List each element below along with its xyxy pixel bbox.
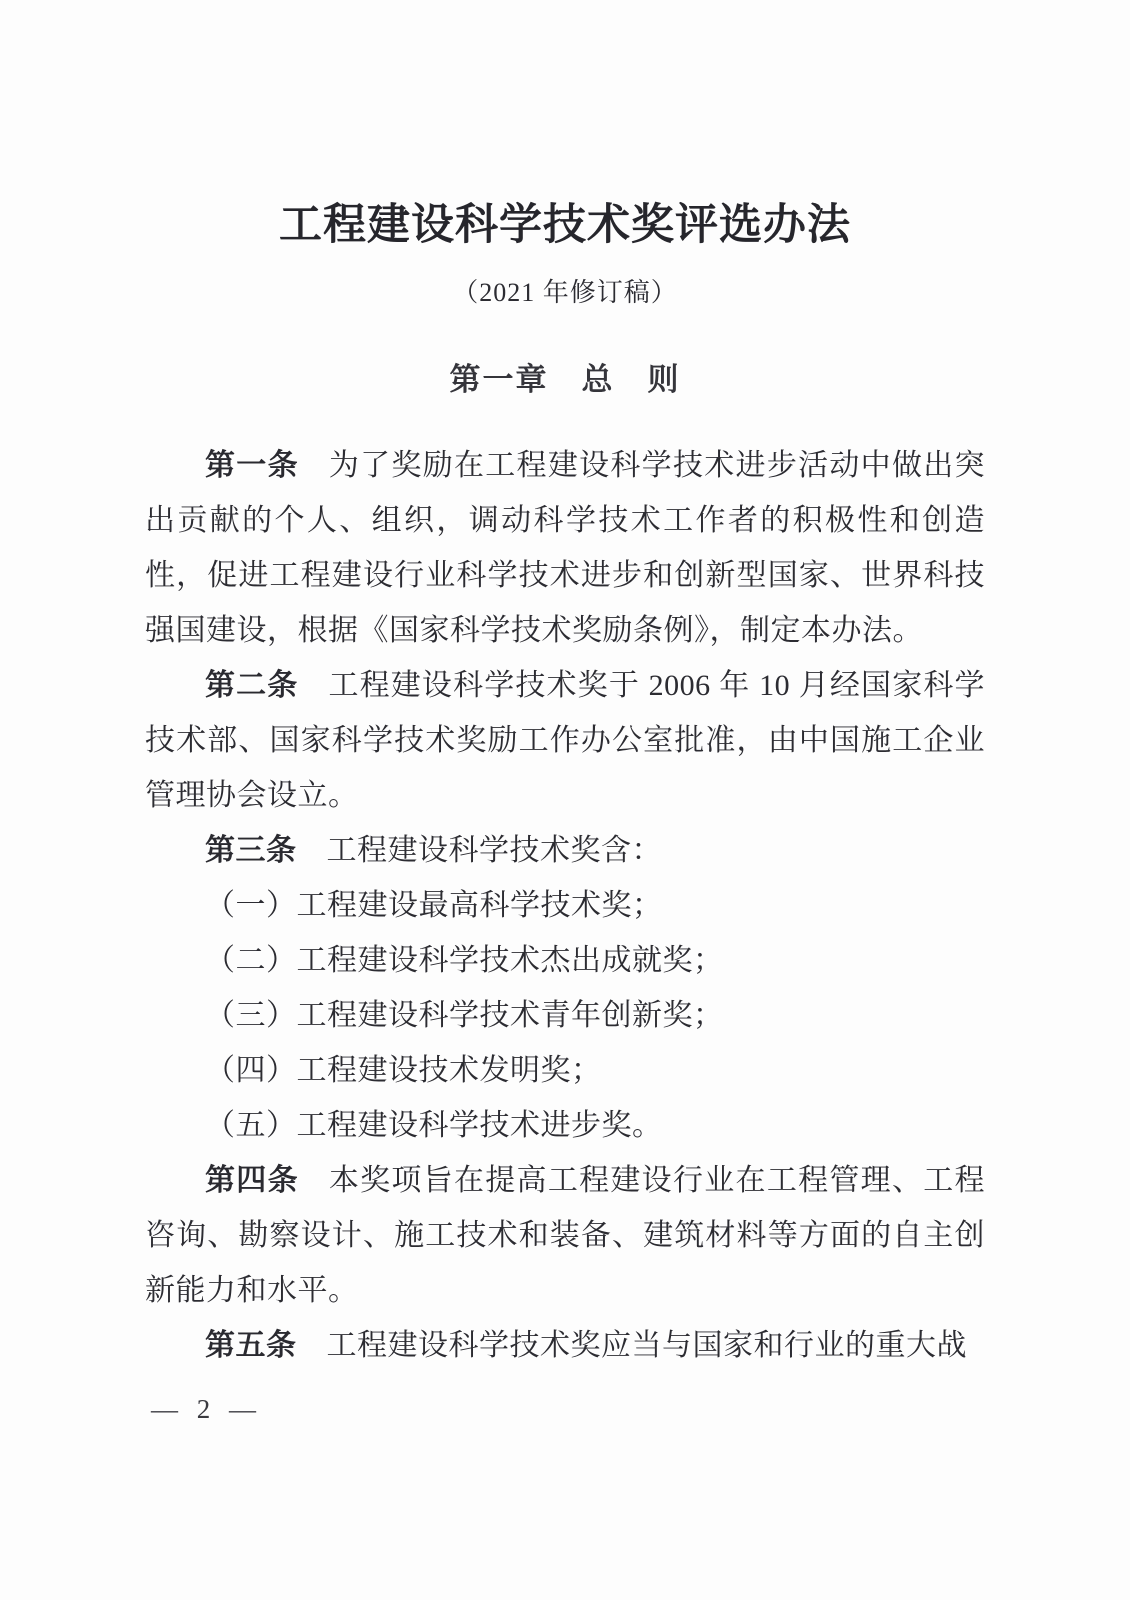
list-item-4-text: （四）工程建设技术发明奖；: [205, 1054, 602, 1087]
list-item-3: [145, 988, 985, 1043]
article-3-text: 工程建设科学技术奖含：: [326, 834, 662, 867]
chapter-heading: 第一章 总 则: [449, 362, 681, 397]
list-item-3-text: （三）工程建设科学技术青年创新奖；: [205, 999, 724, 1032]
list-item-1-text: （一）工程建设最高科学技术奖；: [205, 889, 663, 922]
document-title: 工程建设科学技术奖评选办法: [279, 202, 851, 249]
paragraph-article-5: [145, 1318, 985, 1373]
document-subtitle: （2021 年修订稿）: [452, 278, 678, 307]
document-body: [145, 438, 985, 1373]
list-item-5: [145, 1098, 985, 1153]
list-item-1: [145, 878, 985, 933]
article-2-text: 工程建设科学技术奖于 2006 年 10 月经国家科学技术部、国家科学技术奖励工作办公室批准，由中国施工企业管理协会设立。: [145, 669, 986, 812]
paragraph-article-2: [145, 658, 985, 823]
page-number: — 2 —: [151, 1394, 262, 1424]
paragraph-article-3: [145, 823, 985, 878]
paragraph-article-1: [145, 438, 985, 658]
article-4-text: 本奖项旨在提高工程建设行业在工程管理、工程咨询、勘察设计、施工技术和装备、建筑材料等方面的自主创新能力和水平。: [145, 1164, 986, 1307]
article-1-label: 第一条: [205, 449, 299, 482]
list-item-4: [145, 1043, 985, 1098]
list-item-5-text: （五）工程建设科学技术进步奖。: [205, 1109, 663, 1142]
article-2-label: 第二条: [205, 669, 299, 702]
article-3-label: 第三条: [205, 834, 297, 867]
paragraph-article-4: [145, 1153, 985, 1318]
article-5-label: 第五条: [205, 1329, 297, 1362]
article-4-label: 第四条: [205, 1164, 299, 1197]
article-5-text: 工程建设科学技术奖应当与国家和行业的重大战: [326, 1329, 967, 1362]
list-item-2-text: （二）工程建设科学技术杰出成就奖；: [205, 944, 724, 977]
article-1-text: 为了奖励在工程建设科学技术进步活动中做出突出贡献的个人、组织，调动科学技术工作者的积极性和创造性，促进工程建设行业科学技术进步和创新型国家、世界科技强国建设，根据《国家科学技术奖励条例》，制定本办法。: [145, 449, 986, 647]
list-item-2: [145, 933, 985, 988]
